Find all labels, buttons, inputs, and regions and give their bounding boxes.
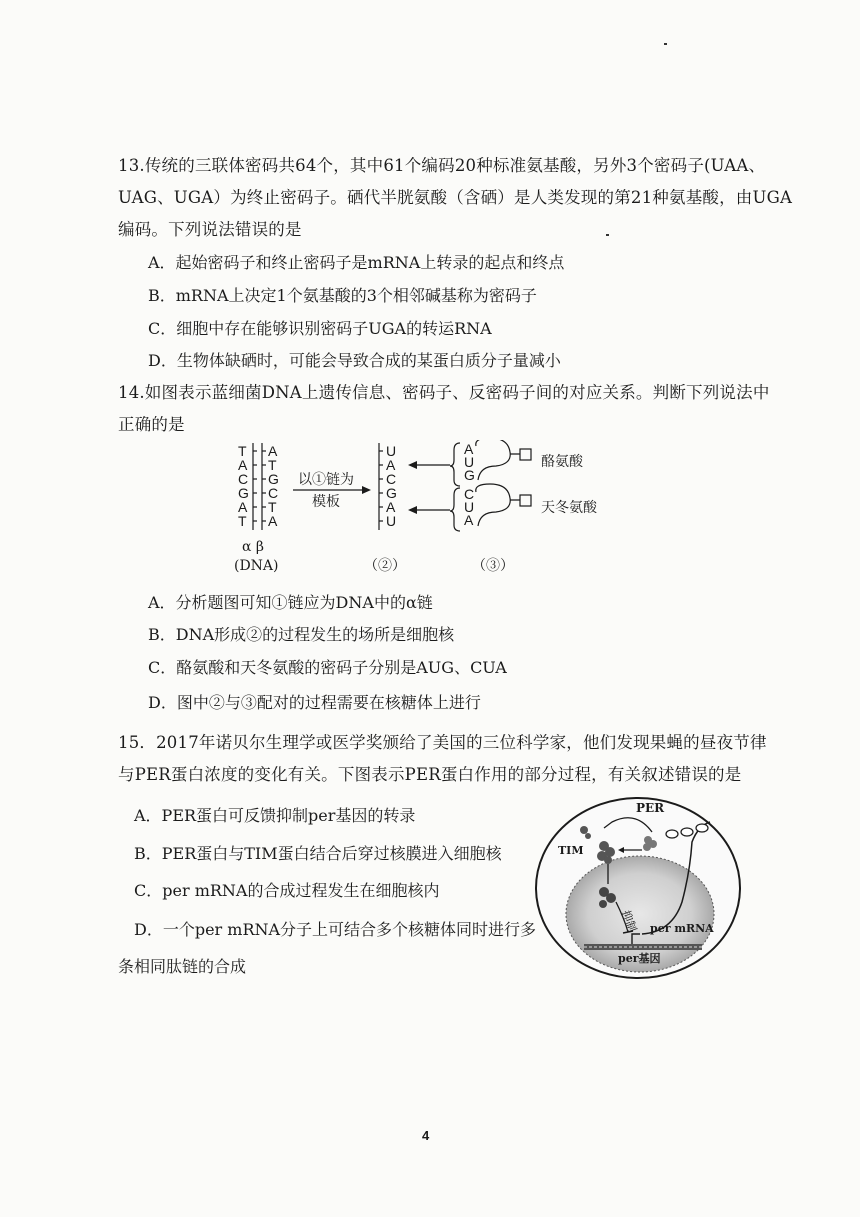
mrna-base: G	[386, 485, 397, 501]
alpha-base: G	[238, 485, 249, 501]
q14-option-c: C．酪氨酸和天冬氨酸的密码子分别是AUG、CUA	[148, 658, 507, 677]
trna-label: （③）	[472, 558, 514, 574]
beta-base: A	[268, 443, 278, 459]
q14-option-d: D．图中②与③配对的过程需要在核糖体上进行	[148, 693, 481, 712]
q14-option-b: B．DNA形成②的过程发生的场所是细胞核	[148, 625, 455, 644]
beta-base: C	[268, 485, 279, 501]
beta-base: T	[268, 457, 277, 473]
q13-stem-line1: 13.传统的三联体密码共64个，其中61个编码20种标准氨基酸，另外3个密码子(UAA、	[118, 156, 766, 175]
q13-option-a: A．起始密码子和终止密码子是mRNA上转录的起点和终点	[148, 253, 565, 272]
q13-option-d: D．生物体缺硒时，可能会导致合成的某蛋白质分子量减小	[148, 351, 561, 370]
per-mrna-label: per mRNA	[650, 922, 714, 935]
q13-option-b: B．mRNA上决定1个氨基酸的3个相邻碱基称为密码子	[148, 286, 537, 305]
trna2-base: A	[464, 512, 474, 528]
alpha-base: T	[238, 443, 247, 459]
amino-acid-1-label: 酪氨酸	[541, 454, 583, 470]
q13-stem-line3: 编码。下列说法错误的是	[118, 220, 302, 239]
per-gene-label: per基因	[618, 952, 661, 965]
q15-option-d-continued: 条相同肽链的合成	[118, 957, 247, 976]
trna1-brace	[450, 443, 460, 486]
mrna-base: A	[386, 499, 396, 515]
arrow-label-top: 以①链为	[298, 472, 354, 488]
q15-option-a: A．PER蛋白可反馈抑制per基因的转录	[134, 806, 416, 825]
per-label: PER	[636, 801, 665, 815]
arrowhead	[408, 461, 417, 469]
q14-option-a: A．分析题图可知①链应为DNA中的α链	[148, 593, 433, 612]
amino-acid-2-label: 天冬氨酸	[541, 500, 597, 516]
q15-stem-line2: 与PER蛋白浓度的变化有关。下图表示PER蛋白作用的部分过程，有关叙述错误的是	[118, 765, 742, 784]
codon-diagram	[228, 440, 628, 580]
mrna-base: A	[386, 457, 396, 473]
strand-labels: α β	[242, 539, 264, 555]
trna1-base: G	[464, 467, 475, 483]
scan-speck	[664, 43, 667, 45]
beta-base: T	[268, 499, 277, 515]
trna1-loop	[476, 440, 520, 480]
q15-option-c: C．per mRNA的合成过程发生在细胞核内	[134, 881, 440, 900]
amino-acid-box-2	[520, 495, 531, 506]
alpha-base: C	[238, 471, 249, 487]
q14-stem-line2: 正确的是	[118, 415, 185, 434]
amino-acid-box-1	[520, 449, 531, 460]
trna2-loop	[476, 484, 520, 526]
q15-stem-line1: 15．2017年诺贝尔生理学或医学奖颁给了美国的三位科学家，他们发现果蝇的昼夜节律	[118, 733, 767, 752]
arrowhead	[362, 486, 371, 494]
beta-base: G	[268, 471, 279, 487]
scan-speck	[606, 234, 609, 236]
per-cell-diagram	[532, 792, 744, 984]
mrna-base: U	[386, 513, 397, 529]
arrowhead	[408, 506, 417, 514]
alpha-base: A	[238, 499, 248, 515]
arrow-label-bottom: 模板	[312, 494, 340, 510]
inhibit-label: 抑制	[619, 908, 639, 934]
mrna-label: （②）	[364, 558, 406, 574]
trna2-base: U	[464, 499, 475, 515]
alpha-base: T	[238, 513, 247, 529]
alpha-base: A	[238, 457, 248, 473]
mrna-base: C	[386, 471, 397, 487]
beta-base: A	[268, 513, 278, 529]
q15-option-d: D．一个per mRNA分子上可结合多个核糖体同时进行多	[134, 920, 537, 939]
q15-option-b: B．PER蛋白与TIM蛋白结合后穿过核膜进入细胞核	[134, 844, 502, 863]
dna-label: (DNA)	[234, 558, 279, 574]
q13-option-c: C．细胞中存在能够识别密码子UGA的转运RNA	[148, 319, 492, 338]
trna2-brace	[450, 488, 460, 531]
q14-stem-line1: 14.如图表示蓝细菌DNA上遗传信息、密码子、反密码子间的对应关系。判断下列说法中	[118, 383, 770, 402]
q13-stem-line2: UAG、UGA）为终止密码子。硒代半胱氨酸（含硒）是人类发现的第21种氨基酸，由UGA	[118, 188, 793, 207]
trna2-base: C	[464, 486, 475, 502]
page-number: 4	[422, 1128, 430, 1143]
mrna-base: U	[386, 443, 397, 459]
trna1-base: U	[464, 454, 475, 470]
tim-label: TIM	[558, 844, 584, 857]
trna1-base: A	[464, 441, 474, 457]
